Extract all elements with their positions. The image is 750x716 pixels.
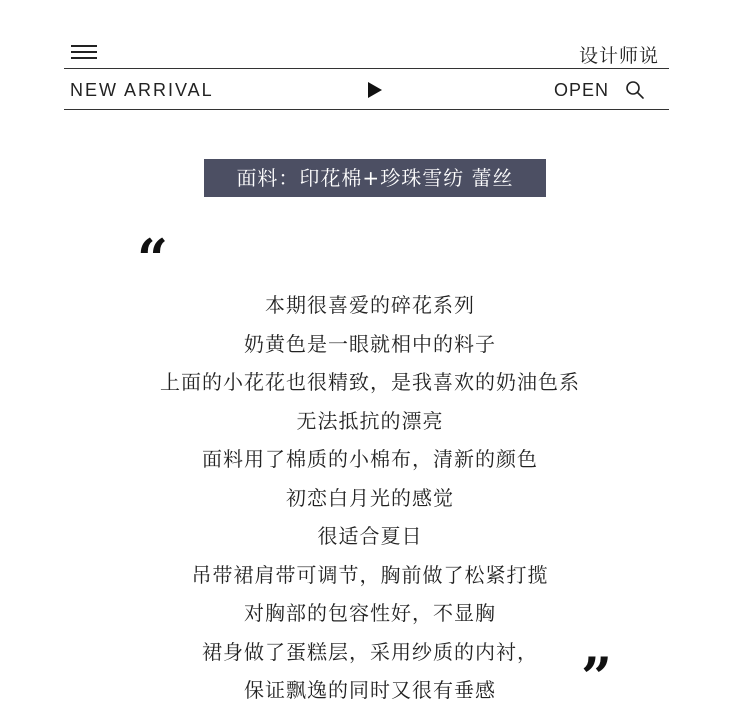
open-quote-mark: “: [137, 227, 169, 291]
fabric-badge: 面料：印花棉+珍珠雪纺 蕾丝: [204, 159, 546, 197]
description-line: 保证飘逸的同时又很有垂感: [244, 678, 496, 702]
description-line: 很适合夏日: [317, 524, 423, 548]
brand-title: 设计师说: [578, 45, 659, 67]
play-icon[interactable]: [368, 82, 382, 98]
description-line: 对胸部的包容性好，不显胸: [244, 601, 496, 625]
nav-bar: [64, 69, 669, 110]
close-quote-mark: ”: [581, 645, 613, 709]
description-line: 吊带裙肩带可调节，胸前做了松紧打揽: [191, 562, 549, 587]
description-line: 本期很喜爱的碎花系列: [265, 293, 475, 317]
description-line: 无法抵抗的漂亮: [296, 408, 444, 433]
description-text: [100, 286, 640, 710]
search-icon[interactable]: [625, 80, 645, 100]
open-link[interactable]: OPEN: [554, 80, 610, 100]
description-line: 初恋白月光的感觉: [286, 485, 454, 510]
top-bar: [64, 36, 669, 69]
hamburger-menu-icon[interactable]: [71, 45, 97, 59]
description-line: 裙身做了蛋糕层，采用纱质的内衬，: [202, 639, 538, 664]
description-line: 上面的小花花也很精致，是我喜欢的奶油色系: [160, 370, 580, 394]
description-line: 面料用了棉质的小棉布，清新的颜色: [202, 447, 538, 471]
new-arrival-label: NEW ARRIVAL: [70, 80, 214, 100]
description-line: 奶黄色是一眼就相中的料子: [244, 331, 496, 356]
